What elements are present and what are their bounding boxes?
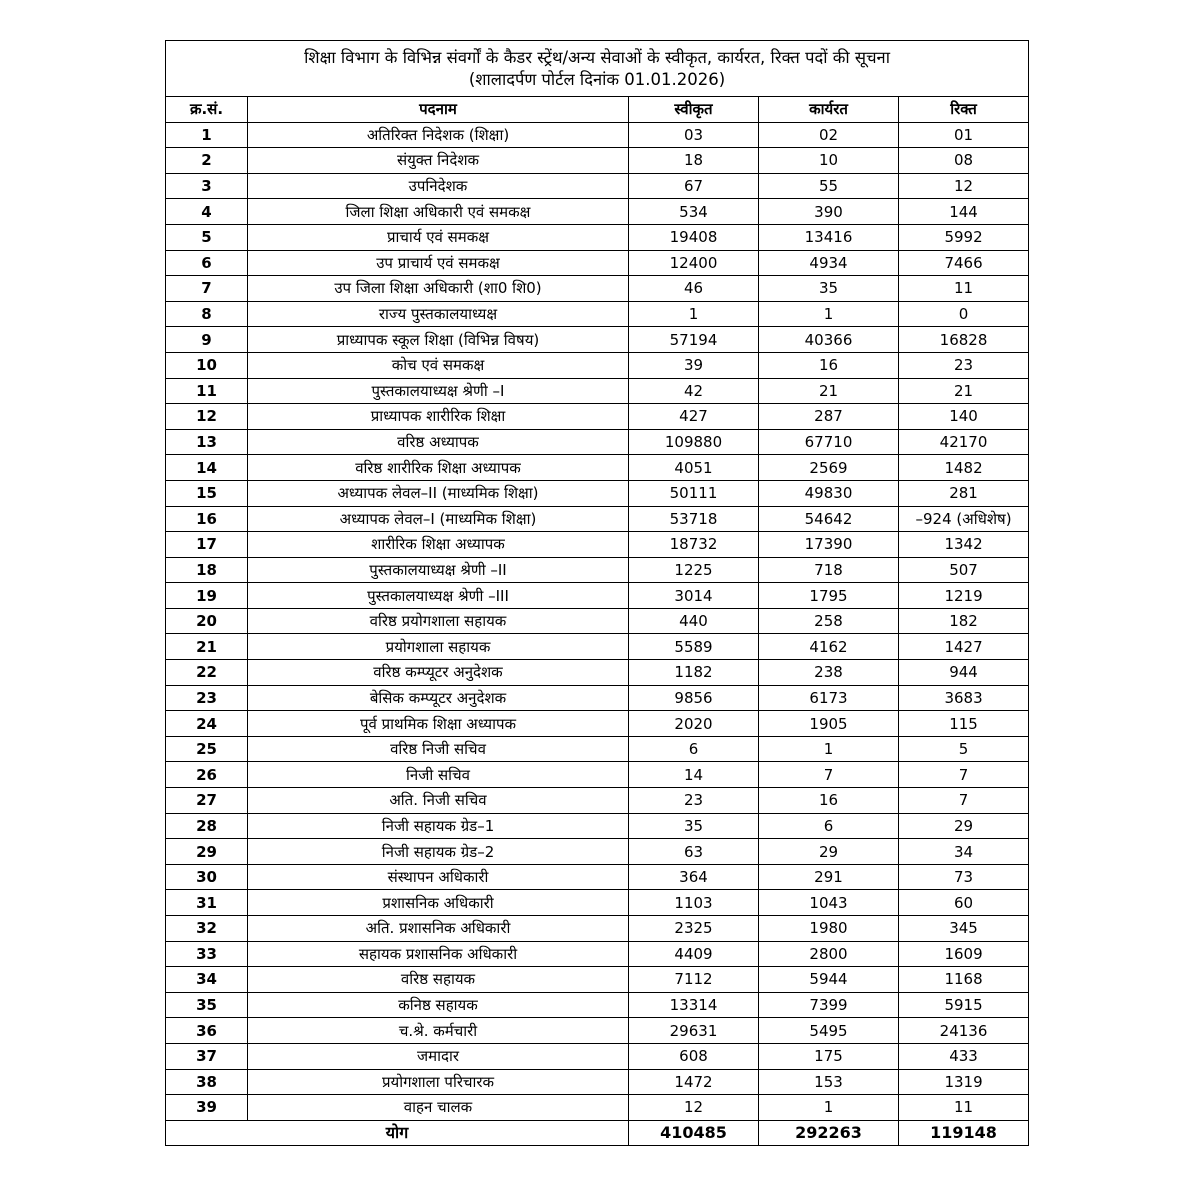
sanctioned-cell: 19408 <box>629 224 759 250</box>
sanctioned-cell: 50111 <box>629 480 759 506</box>
vacant-cell: 24136 <box>899 1018 1029 1044</box>
post-name-cell: निजी सहायक ग्रेड–1 <box>248 813 629 839</box>
table-row <box>166 480 1029 506</box>
working-cell: 35 <box>759 276 899 302</box>
sanctioned-cell: 03 <box>629 122 759 148</box>
vacant-cell: 1427 <box>899 634 1029 660</box>
serial-cell: 17 <box>166 532 248 558</box>
vacant-cell: –924 (अधिशेष) <box>899 506 1029 532</box>
post-name-cell: अध्यापक लेवल–I (माध्यमिक शिक्षा) <box>248 506 629 532</box>
header-sanctioned: स्वीकृत <box>629 97 759 123</box>
post-name-cell: राज्य पुस्तकालयाध्यक्ष <box>248 301 629 327</box>
working-cell: 55 <box>759 173 899 199</box>
sanctioned-cell: 18732 <box>629 532 759 558</box>
serial-cell: 38 <box>166 1069 248 1095</box>
sanctioned-cell: 29631 <box>629 1018 759 1044</box>
vacant-cell: 115 <box>899 711 1029 737</box>
working-cell: 2800 <box>759 941 899 967</box>
table-row <box>166 685 1029 711</box>
serial-cell: 21 <box>166 634 248 660</box>
working-cell: 5495 <box>759 1018 899 1044</box>
post-name-cell: प्राचार्य एवं समकक्ष <box>248 224 629 250</box>
total-vacant: 119148 <box>899 1120 1029 1146</box>
sanctioned-cell: 440 <box>629 608 759 634</box>
working-cell: 21 <box>759 378 899 404</box>
vacant-cell: 5915 <box>899 992 1029 1018</box>
post-name-cell: प्राध्यापक स्कूल शिक्षा (विभिन्न विषय) <box>248 327 629 353</box>
table-row <box>166 455 1029 481</box>
serial-cell: 20 <box>166 608 248 634</box>
working-cell: 1795 <box>759 583 899 609</box>
working-cell: 175 <box>759 1043 899 1069</box>
working-cell: 1043 <box>759 890 899 916</box>
serial-cell: 37 <box>166 1043 248 1069</box>
sanctioned-cell: 57194 <box>629 327 759 353</box>
post-name-cell: जिला शिक्षा अधिकारी एवं समकक्ष <box>248 199 629 225</box>
vacant-cell: 7466 <box>899 250 1029 276</box>
sanctioned-cell: 1103 <box>629 890 759 916</box>
table-row <box>166 711 1029 737</box>
working-cell: 7 <box>759 762 899 788</box>
sanctioned-cell: 12400 <box>629 250 759 276</box>
post-name-cell: वरिष्ठ शारीरिक शिक्षा अध्यापक <box>248 455 629 481</box>
post-name-cell: सहायक प्रशासनिक अधिकारी <box>248 941 629 967</box>
vacant-cell: 16828 <box>899 327 1029 353</box>
serial-cell: 12 <box>166 404 248 430</box>
cadre-vacancy-table <box>165 40 1029 1146</box>
post-name-cell: उप प्राचार्य एवं समकक्ष <box>248 250 629 276</box>
vacant-cell: 42170 <box>899 429 1029 455</box>
serial-cell: 33 <box>166 941 248 967</box>
sanctioned-cell: 427 <box>629 404 759 430</box>
working-cell: 2569 <box>759 455 899 481</box>
vacant-cell: 1342 <box>899 532 1029 558</box>
vacant-cell: 0 <box>899 301 1029 327</box>
vacant-cell: 3683 <box>899 685 1029 711</box>
serial-cell: 30 <box>166 864 248 890</box>
vacant-cell: 281 <box>899 480 1029 506</box>
table-row <box>166 327 1029 353</box>
vacant-cell: 433 <box>899 1043 1029 1069</box>
post-name-cell: पुस्तकालयाध्यक्ष श्रेणी –III <box>248 583 629 609</box>
post-name-cell: जमादार <box>248 1043 629 1069</box>
working-cell: 4162 <box>759 634 899 660</box>
title-line-1: शिक्षा विभाग के विभिन्न संवर्गों के कैडर स्ट्रेंथ/अन्य सेवाओं के स्वीकृत, कार्यरत, रिक्त पदों की सूचना <box>304 48 890 67</box>
table-row <box>166 199 1029 225</box>
table-row <box>166 941 1029 967</box>
sanctioned-cell: 12 <box>629 1095 759 1121</box>
table-row <box>166 532 1029 558</box>
post-name-cell: प्रयोगशाला परिचारक <box>248 1069 629 1095</box>
table-row <box>166 173 1029 199</box>
vacant-cell: 01 <box>899 122 1029 148</box>
working-cell: 4934 <box>759 250 899 276</box>
sanctioned-cell: 1182 <box>629 660 759 686</box>
post-name-cell: निजी सहायक ग्रेड–2 <box>248 839 629 865</box>
total-row <box>166 1120 1029 1146</box>
serial-cell: 4 <box>166 199 248 225</box>
sanctioned-cell: 1472 <box>629 1069 759 1095</box>
serial-cell: 27 <box>166 788 248 814</box>
serial-cell: 1 <box>166 122 248 148</box>
serial-cell: 26 <box>166 762 248 788</box>
sanctioned-cell: 23 <box>629 788 759 814</box>
vacant-cell: 11 <box>899 1095 1029 1121</box>
working-cell: 1 <box>759 736 899 762</box>
sanctioned-cell: 1225 <box>629 557 759 583</box>
post-name-cell: कनिष्ठ सहायक <box>248 992 629 1018</box>
table-row <box>166 736 1029 762</box>
vacant-cell: 73 <box>899 864 1029 890</box>
title-line-2: (शालादर्पण पोर्टल दिनांक 01.01.2026) <box>468 70 726 89</box>
working-cell: 40366 <box>759 327 899 353</box>
table-row <box>166 788 1029 814</box>
post-name-cell: बेसिक कम्प्यूटर अनुदेशक <box>248 685 629 711</box>
working-cell: 7399 <box>759 992 899 1018</box>
working-cell: 390 <box>759 199 899 225</box>
post-name-cell: प्रयोगशाला सहायक <box>248 634 629 660</box>
working-cell: 718 <box>759 557 899 583</box>
working-cell: 287 <box>759 404 899 430</box>
total-label: योग <box>166 1120 629 1146</box>
table-title <box>166 41 1029 97</box>
sanctioned-cell: 608 <box>629 1043 759 1069</box>
header-row <box>166 97 1029 123</box>
table-row <box>166 301 1029 327</box>
post-name-cell: उपनिदेशक <box>248 173 629 199</box>
table-row <box>166 122 1029 148</box>
sanctioned-cell: 3014 <box>629 583 759 609</box>
vacant-cell: 507 <box>899 557 1029 583</box>
table-body <box>166 122 1029 1120</box>
table-row <box>166 839 1029 865</box>
sanctioned-cell: 42 <box>629 378 759 404</box>
vacant-cell: 29 <box>899 813 1029 839</box>
serial-cell: 28 <box>166 813 248 839</box>
total-sanctioned: 410485 <box>629 1120 759 1146</box>
table-row <box>166 506 1029 532</box>
serial-cell: 9 <box>166 327 248 353</box>
working-cell: 16 <box>759 352 899 378</box>
working-cell: 49830 <box>759 480 899 506</box>
working-cell: 258 <box>759 608 899 634</box>
vacant-cell: 7 <box>899 788 1029 814</box>
serial-cell: 34 <box>166 967 248 993</box>
working-cell: 54642 <box>759 506 899 532</box>
serial-cell: 6 <box>166 250 248 276</box>
working-cell: 17390 <box>759 532 899 558</box>
table-row <box>166 660 1029 686</box>
post-name-cell: प्रशासनिक अधिकारी <box>248 890 629 916</box>
working-cell: 29 <box>759 839 899 865</box>
post-name-cell: कोच एवं समकक्ष <box>248 352 629 378</box>
post-name-cell: अति. निजी सचिव <box>248 788 629 814</box>
post-name-cell: वरिष्ठ अध्यापक <box>248 429 629 455</box>
post-name-cell: प्राध्यापक शारीरिक शिक्षा <box>248 404 629 430</box>
post-name-cell: उप जिला शिक्षा अधिकारी (शा0 शि0) <box>248 276 629 302</box>
serial-cell: 39 <box>166 1095 248 1121</box>
table-row <box>166 967 1029 993</box>
table-row <box>166 224 1029 250</box>
post-name-cell: अतिरिक्त निदेशक (शिक्षा) <box>248 122 629 148</box>
post-name-cell: निजी सचिव <box>248 762 629 788</box>
working-cell: 291 <box>759 864 899 890</box>
table-row <box>166 890 1029 916</box>
working-cell: 153 <box>759 1069 899 1095</box>
serial-cell: 24 <box>166 711 248 737</box>
working-cell: 238 <box>759 660 899 686</box>
post-name-cell: अति. प्रशासनिक अधिकारी <box>248 916 629 942</box>
table-row <box>166 1095 1029 1121</box>
post-name-cell: पुस्तकालयाध्यक्ष श्रेणी –II <box>248 557 629 583</box>
table-row <box>166 352 1029 378</box>
sanctioned-cell: 18 <box>629 148 759 174</box>
serial-cell: 35 <box>166 992 248 1018</box>
serial-cell: 18 <box>166 557 248 583</box>
serial-cell: 23 <box>166 685 248 711</box>
sanctioned-cell: 35 <box>629 813 759 839</box>
serial-cell: 5 <box>166 224 248 250</box>
header-serial: क्र.सं. <box>166 97 248 123</box>
table-row <box>166 429 1029 455</box>
table-row <box>166 1018 1029 1044</box>
post-name-cell: अध्यापक लेवल–II (माध्यमिक शिक्षा) <box>248 480 629 506</box>
vacant-cell: 1609 <box>899 941 1029 967</box>
serial-cell: 3 <box>166 173 248 199</box>
working-cell: 1980 <box>759 916 899 942</box>
table-row <box>166 608 1029 634</box>
header-post-name: पदनाम <box>248 97 629 123</box>
table-row <box>166 557 1029 583</box>
vacant-cell: 34 <box>899 839 1029 865</box>
table-row <box>166 916 1029 942</box>
table-row <box>166 864 1029 890</box>
vacant-cell: 7 <box>899 762 1029 788</box>
vacant-cell: 11 <box>899 276 1029 302</box>
working-cell: 16 <box>759 788 899 814</box>
table-row <box>166 148 1029 174</box>
table-row <box>166 992 1029 1018</box>
sanctioned-cell: 53718 <box>629 506 759 532</box>
sanctioned-cell: 39 <box>629 352 759 378</box>
sanctioned-cell: 534 <box>629 199 759 225</box>
table-row <box>166 813 1029 839</box>
working-cell: 6 <box>759 813 899 839</box>
serial-cell: 15 <box>166 480 248 506</box>
table-row <box>166 583 1029 609</box>
sanctioned-cell: 13314 <box>629 992 759 1018</box>
vacant-cell: 21 <box>899 378 1029 404</box>
working-cell: 02 <box>759 122 899 148</box>
serial-cell: 14 <box>166 455 248 481</box>
sanctioned-cell: 7112 <box>629 967 759 993</box>
vacant-cell: 60 <box>899 890 1029 916</box>
post-name-cell: पूर्व प्राथमिक शिक्षा अध्यापक <box>248 711 629 737</box>
sanctioned-cell: 2325 <box>629 916 759 942</box>
sanctioned-cell: 5589 <box>629 634 759 660</box>
table-row <box>166 1043 1029 1069</box>
serial-cell: 31 <box>166 890 248 916</box>
vacant-cell: 1482 <box>899 455 1029 481</box>
serial-cell: 2 <box>166 148 248 174</box>
vacant-cell: 08 <box>899 148 1029 174</box>
working-cell: 5944 <box>759 967 899 993</box>
table-row <box>166 250 1029 276</box>
header-vacant: रिक्त <box>899 97 1029 123</box>
serial-cell: 19 <box>166 583 248 609</box>
post-name-cell: वरिष्ठ सहायक <box>248 967 629 993</box>
serial-cell: 16 <box>166 506 248 532</box>
sanctioned-cell: 63 <box>629 839 759 865</box>
serial-cell: 7 <box>166 276 248 302</box>
sanctioned-cell: 67 <box>629 173 759 199</box>
working-cell: 10 <box>759 148 899 174</box>
table-row <box>166 1069 1029 1095</box>
serial-cell: 13 <box>166 429 248 455</box>
sanctioned-cell: 14 <box>629 762 759 788</box>
working-cell: 67710 <box>759 429 899 455</box>
post-name-cell: वरिष्ठ प्रयोगशाला सहायक <box>248 608 629 634</box>
post-name-cell: च.श्रे. कर्मचारी <box>248 1018 629 1044</box>
sanctioned-cell: 109880 <box>629 429 759 455</box>
serial-cell: 11 <box>166 378 248 404</box>
post-name-cell: वरिष्ठ कम्प्यूटर अनुदेशक <box>248 660 629 686</box>
sanctioned-cell: 4409 <box>629 941 759 967</box>
working-cell: 1 <box>759 1095 899 1121</box>
vacant-cell: 944 <box>899 660 1029 686</box>
post-name-cell: वाहन चालक <box>248 1095 629 1121</box>
vacant-cell: 182 <box>899 608 1029 634</box>
vacant-cell: 12 <box>899 173 1029 199</box>
serial-cell: 10 <box>166 352 248 378</box>
working-cell: 1905 <box>759 711 899 737</box>
serial-cell: 32 <box>166 916 248 942</box>
title-row <box>166 41 1029 97</box>
sanctioned-cell: 9856 <box>629 685 759 711</box>
serial-cell: 36 <box>166 1018 248 1044</box>
serial-cell: 29 <box>166 839 248 865</box>
working-cell: 6173 <box>759 685 899 711</box>
header-working: कार्यरत <box>759 97 899 123</box>
vacant-cell: 144 <box>899 199 1029 225</box>
post-name-cell: संयुक्त निदेशक <box>248 148 629 174</box>
vacant-cell: 140 <box>899 404 1029 430</box>
sanctioned-cell: 4051 <box>629 455 759 481</box>
sanctioned-cell: 1 <box>629 301 759 327</box>
sanctioned-cell: 364 <box>629 864 759 890</box>
vacant-cell: 1219 <box>899 583 1029 609</box>
serial-cell: 22 <box>166 660 248 686</box>
sanctioned-cell: 6 <box>629 736 759 762</box>
vacant-cell: 1319 <box>899 1069 1029 1095</box>
table-row <box>166 276 1029 302</box>
post-name-cell: संस्थापन अधिकारी <box>248 864 629 890</box>
post-name-cell: वरिष्ठ निजी सचिव <box>248 736 629 762</box>
working-cell: 1 <box>759 301 899 327</box>
total-working: 292263 <box>759 1120 899 1146</box>
vacant-cell: 23 <box>899 352 1029 378</box>
vacancy-report-sheet <box>165 40 1028 1146</box>
vacant-cell: 1168 <box>899 967 1029 993</box>
table-row <box>166 378 1029 404</box>
vacant-cell: 5 <box>899 736 1029 762</box>
post-name-cell: पुस्तकालयाध्यक्ष श्रेणी –I <box>248 378 629 404</box>
table-row <box>166 762 1029 788</box>
table-row <box>166 634 1029 660</box>
serial-cell: 8 <box>166 301 248 327</box>
sanctioned-cell: 46 <box>629 276 759 302</box>
vacant-cell: 345 <box>899 916 1029 942</box>
serial-cell: 25 <box>166 736 248 762</box>
sanctioned-cell: 2020 <box>629 711 759 737</box>
working-cell: 13416 <box>759 224 899 250</box>
table-row <box>166 404 1029 430</box>
post-name-cell: शारीरिक शिक्षा अध्यापक <box>248 532 629 558</box>
vacant-cell: 5992 <box>899 224 1029 250</box>
